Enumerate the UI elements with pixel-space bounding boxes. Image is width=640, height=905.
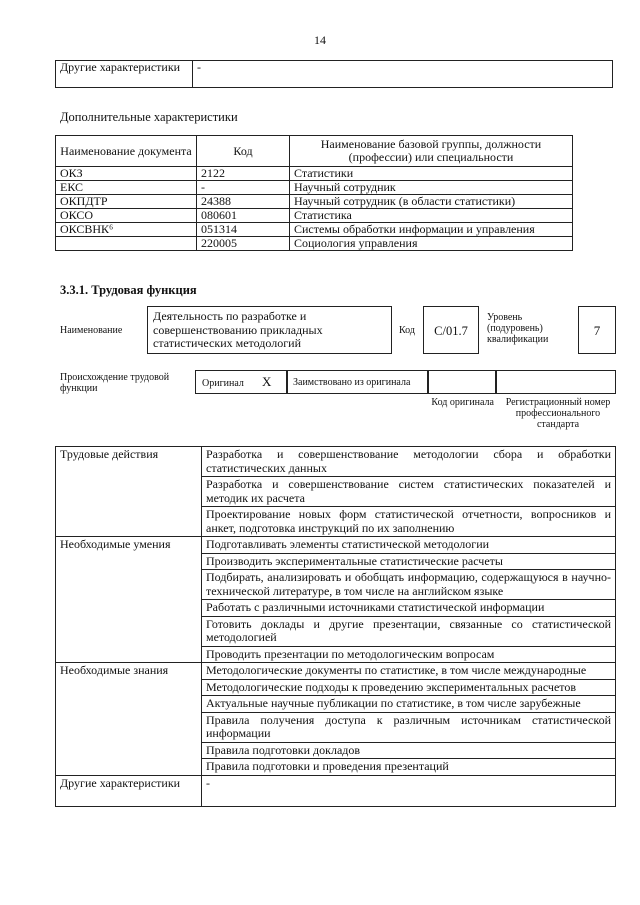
function-name-label: Наименование — [60, 325, 123, 336]
table-row — [56, 775, 616, 806]
list-item: Правила получения доступа к различным источникам статистической информации — [202, 712, 616, 742]
borrowed-box — [287, 370, 428, 394]
function-name-box — [147, 306, 392, 354]
top-other-label: Другие характеристики — [56, 61, 193, 88]
list-item: Методологические документы по статистике, в том числе международные — [202, 663, 616, 680]
cell-code: 051314 — [197, 223, 290, 237]
cell-document: ОКЗ — [56, 167, 197, 181]
table-row — [56, 537, 616, 554]
cell-group: Научный сотрудник — [290, 181, 573, 195]
list-item: Производить экспериментальные статистические расчеты — [202, 553, 616, 570]
table-row — [56, 195, 573, 209]
additional-heading: Дополнительные характеристики — [60, 110, 238, 124]
header-group-name: Наименование базовой группы, должности (профессии) или специальности — [290, 136, 573, 167]
cell-group: Статистики — [290, 167, 573, 181]
reg-number-caption: Регистрационный номер профессионального стандарта — [505, 397, 611, 430]
section-label-skills: Необходимые умения — [56, 537, 202, 663]
cell-document: ЕКС — [56, 181, 197, 195]
top-other-value: - — [193, 61, 613, 88]
cell-code: - — [197, 181, 290, 195]
list-item: - — [202, 775, 616, 806]
original-mark: X — [262, 374, 272, 389]
section-label-actions: Трудовые действия — [56, 447, 202, 537]
section-heading: 3.3.1. Трудовая функция — [60, 283, 197, 297]
cell-code: 220005 — [197, 237, 290, 251]
table-row — [56, 167, 573, 181]
table-row — [56, 223, 573, 237]
function-name-value: Деятельность по разработке и совершенствованию прикладных статистических методологий — [153, 309, 323, 350]
top-other-characteristics-table — [55, 60, 613, 88]
code-original-box — [428, 370, 496, 394]
header-document-name: Наименование документа — [56, 136, 197, 167]
list-item: Методологические подходы к проведению экспериментальных расчетов — [202, 679, 616, 696]
cell-group: Статистика — [290, 209, 573, 223]
list-item: Правила подготовки докладов — [202, 742, 616, 759]
cell-document — [56, 237, 197, 251]
level-value: 7 — [593, 323, 601, 338]
list-item: Актуальные научные публикации по статистике, в том числе зарубежные — [202, 696, 616, 713]
list-item: Работать с различными источниками статистической информации — [202, 600, 616, 617]
code-label: Код — [399, 325, 415, 336]
cell-code: 080601 — [197, 209, 290, 223]
code-original-caption: Код оригинала — [431, 397, 494, 408]
cell-code: 2122 — [197, 167, 290, 181]
original-label: Оригинал — [202, 378, 244, 389]
list-item: Проводить презентации по методологическим вопросам — [202, 646, 616, 663]
cell-group: Научный сотрудник (в области статистики) — [290, 195, 573, 209]
section-label-other: Другие характеристики — [56, 775, 202, 806]
list-item: Подбирать, анализировать и обобщать информацию, содержащуюся в научно-технической литературе, в том числе на английском языке — [202, 570, 616, 600]
borrowed-label: Заимствовано из оригинала — [293, 377, 411, 388]
cell-document: ОКСВНК⁶ — [56, 223, 197, 237]
table-row — [56, 181, 573, 195]
cell-document: ОКПДТР — [56, 195, 197, 209]
origin-label: Происхождение трудовой функции — [60, 372, 170, 394]
list-item: Разработка и совершенствование методологии сбора и обработки статистических данных — [202, 447, 616, 477]
list-item: Проектирование новых форм статистической отчетности, вопросников и анкет, подготовка инструкций по их заполнению — [202, 507, 616, 537]
table-row — [56, 663, 616, 680]
section-label-knowledge: Необходимые знания — [56, 663, 202, 776]
table-row — [56, 447, 616, 477]
additional-characteristics-table — [55, 135, 573, 251]
level-label: Уровень (подуровень) квалификации — [487, 312, 549, 345]
header-code: Код — [197, 136, 290, 167]
original-box — [195, 370, 287, 394]
code-box — [423, 306, 479, 354]
cell-document: ОКСО — [56, 209, 197, 223]
list-item: Правила подготовки и проведения презентаций — [202, 759, 616, 776]
table-row — [56, 237, 573, 251]
labor-function-table — [55, 446, 616, 807]
code-value: C/01.7 — [434, 324, 468, 338]
cell-code: 24388 — [197, 195, 290, 209]
cell-group: Социология управления — [290, 237, 573, 251]
list-item: Готовить доклады и другие презентации, связанные со статистической методологией — [202, 616, 616, 646]
level-box — [578, 306, 616, 354]
table-row — [56, 209, 573, 223]
list-item: Разработка и совершенствование систем статистических показателей и методик их расчета — [202, 477, 616, 507]
page-number: 14 — [314, 33, 326, 47]
reg-number-box — [496, 370, 616, 394]
list-item: Подготавливать элементы статистической методологии — [202, 537, 616, 554]
cell-group: Системы обработки информации и управления — [290, 223, 573, 237]
